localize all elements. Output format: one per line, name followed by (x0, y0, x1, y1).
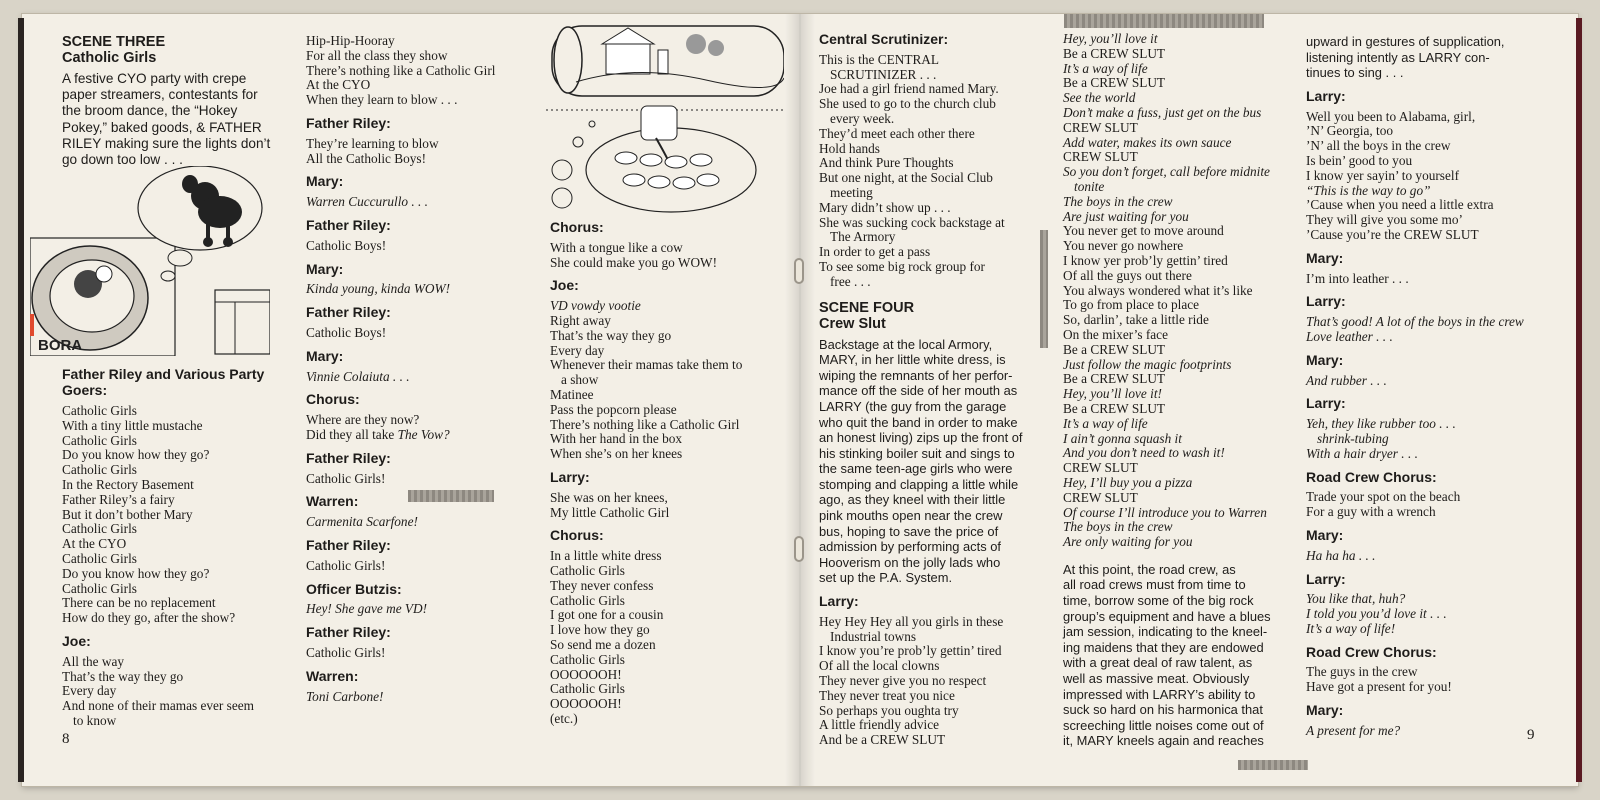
lyric-line: And none of their mamas ever seem (62, 698, 254, 714)
lyrics-block (306, 239, 521, 254)
lyric-line: I know yer sayin’ to yourself (1306, 167, 1459, 183)
lyric-line: Is bein’ good to you (1306, 152, 1413, 168)
lyric-line: Trade your spot on the beach (1306, 489, 1461, 505)
description-line: ing maidens that they are endowed (1063, 639, 1264, 655)
staple-bottom (794, 536, 804, 562)
description-line: time, borrow some of the big rock (1063, 593, 1254, 609)
lyric-line: So perhaps you oughta try (819, 702, 959, 718)
lyrics-block (306, 413, 521, 443)
lyric-line: She was on her knees, (550, 489, 668, 505)
lyric-line: Yeh, they like rubber too . . . (1306, 416, 1456, 432)
lyrics-block (306, 559, 521, 574)
description-line: listening intently as LARRY con- (1306, 49, 1490, 65)
speaker-label: Mary: (1306, 351, 1344, 368)
lyric-line: Hey, you’ll love it (1063, 31, 1158, 46)
description-line: go down too low . . . (62, 152, 183, 168)
description-line: bus, hoping to save the price of (819, 523, 999, 539)
lyrics-block (306, 137, 521, 167)
speaker-label: Road Crew Chorus: (1306, 468, 1437, 485)
lyric-line: Of all the local clowns (819, 658, 940, 674)
speaker-label: Chorus: (550, 527, 604, 544)
lyric-line: I ain’t gonna squash it (1063, 430, 1182, 446)
lyric-line: Hey! She gave me VD! (306, 601, 428, 617)
lyric-line: Warren Cuccurullo . . . (306, 194, 429, 210)
lyric-line: I told you you’d love it . . . (1306, 606, 1447, 622)
lyrics-block (550, 241, 775, 271)
lyrics-block (306, 602, 521, 617)
speaker-label: Chorus: (306, 391, 360, 408)
lyric-line: Where are they now? (306, 412, 420, 428)
column-4 (819, 32, 1045, 748)
lyric-line: Kinda young, kinda WOW! (306, 281, 451, 297)
description-line: MARY, in her little white dress, is (819, 352, 1006, 368)
speaker-label: Mary: (1306, 526, 1344, 543)
lyric-line: That’s the way they go (550, 327, 672, 343)
column-6 (1306, 34, 1538, 739)
description-line: group’s equipment and have a blues (1063, 608, 1271, 624)
description-line: set up the P.A. System. (819, 570, 953, 586)
lyric-line: Pass the popcorn please (550, 401, 677, 417)
lyric-line: I know you’re prob’ly gettin’ tired (819, 643, 1002, 659)
speaker-label: Larry: (819, 593, 859, 610)
lyric-line: The boys in the crew (1063, 519, 1173, 535)
lyrics-block (550, 299, 775, 314)
lyric-line: They will give you some mo’ (1306, 212, 1463, 228)
poodle-illustration (30, 166, 270, 356)
speaker-label: Father Riley: (306, 304, 391, 321)
scene-three-description (62, 71, 287, 168)
lyric-line: I got one for a cousin (550, 607, 664, 623)
lyric-line: On the mixer’s face (1063, 326, 1168, 342)
lyric-line: They’d meet each other there (819, 125, 975, 141)
lyric-line: free . . . (830, 273, 871, 289)
scene-three-subtitle: Catholic Girls (62, 50, 157, 66)
description-line: screeching little noises come out of (1063, 717, 1264, 733)
lyrics-block (1306, 592, 1538, 636)
description-line: Backstage at the local Armory, (819, 336, 993, 352)
lyric-line: OOOOOOH! (550, 666, 622, 682)
jam-session-description (1063, 562, 1291, 749)
lyric-line: Toni Carbone! (306, 688, 384, 704)
lyrics-block (819, 615, 1045, 748)
lyrics-block (306, 326, 521, 341)
left-cover-edge (18, 18, 24, 782)
speaker-label: Mary: (306, 260, 344, 277)
lyric-line: Catholic Girls (62, 462, 137, 478)
lyric-line: The guys in the crew (1306, 664, 1418, 680)
lyric-line: Joe had a girl friend named Mary. (819, 81, 999, 97)
description-line: A festive CYO party with crepe (62, 71, 247, 86)
lyric-line: There’s nothing like a Catholic Girl (550, 416, 740, 432)
speaker-label: Chorus: (550, 219, 604, 235)
lyric-line: Do you know how they go? (62, 565, 210, 581)
lyric-line: tonite (1074, 178, 1105, 194)
lyrics-block (1306, 110, 1538, 243)
speaker-label: Father Riley: (306, 624, 391, 641)
lyric-line: It’s a way of life! (1306, 620, 1396, 636)
lyric-line: Catholic Girls! (306, 644, 386, 660)
lyrics-block (550, 549, 775, 727)
lyric-line: I’m into leather . . . (1306, 270, 1409, 286)
lyric-line: That’s good! A lot of the boys in the crew (1306, 314, 1524, 330)
lyric-line: Do you know how they go? (62, 447, 210, 463)
lyric-line: You always wondered what it’s like (1063, 282, 1253, 298)
lyric-line: With a tiny little mustache (62, 417, 203, 433)
lyric-line: Catholic Girls (62, 580, 137, 596)
lyrics-block (1306, 315, 1538, 345)
lyric-line: (etc.) (550, 710, 578, 726)
lyric-line: Just follow the magic footprints (1063, 356, 1232, 372)
lyrics-block (306, 370, 521, 385)
lyric-line: SCRUTINIZER . . . (830, 66, 937, 82)
lyric-line: All the Catholic Boys! (306, 150, 427, 166)
lyric-line: And rubber . . . (1306, 372, 1387, 388)
description-line: upward in gestures of supplication, (1306, 34, 1505, 49)
lyric-line: With a tongue like a cow (550, 239, 683, 255)
lyric-line: So, darlin’, take a little ride (1063, 312, 1209, 328)
description-line: with a great deal of raw talent, as (1063, 655, 1253, 671)
lyric-line: With a hair dryer . . . (1306, 445, 1418, 461)
poodle-drawing-icon (30, 166, 270, 356)
lyric-line: So send me a dozen (550, 636, 656, 652)
description-line: ago, as they kneel with their little (819, 492, 1006, 508)
continued-description (1306, 34, 1538, 81)
speaker-label: Mary: (1306, 249, 1344, 266)
speaker-label: Road Crew Chorus: (1306, 643, 1437, 660)
lyric-line: a show (561, 372, 599, 388)
lyric-line: Mary didn’t show up . . . (819, 199, 951, 215)
speaker-label: Joe: (550, 277, 579, 294)
scene-four-subtitle: Crew Slut (819, 315, 886, 332)
lyric-line: VD vowdy vootie (550, 298, 641, 314)
lyric-line: Be a CREW SLUT (1063, 75, 1166, 91)
lyric-line: When she’s on her knees (550, 446, 683, 462)
lyric-line: They never confess (550, 577, 654, 593)
lyric-line: Did they all take The Vow? (306, 426, 450, 442)
lyric-line: Ha ha ha . . . (1306, 547, 1376, 563)
lyric-line: You never go nowhere (1063, 238, 1184, 254)
lyric-line: Add water, makes its own sauce (1063, 134, 1232, 150)
lyric-line: This is the CENTRAL (819, 51, 940, 67)
lyric-line: Catholic Girls (62, 432, 137, 448)
lyrics-block (1306, 549, 1538, 564)
lyric-line: Catholic Girls (550, 592, 625, 608)
lyric-line: meeting (830, 184, 873, 200)
lyric-line: She could make you go WOW! (550, 254, 718, 270)
lyric-line: Hip-Hip-Hooray (306, 33, 395, 48)
lyric-line: ’N’ Georgia, too (1306, 123, 1394, 139)
speaker-label: Father Riley: (306, 216, 391, 233)
lyric-line: ’N’ all the boys in the crew (1306, 138, 1451, 154)
lyric-line: Are just waiting for you (1063, 208, 1189, 224)
lyric-line: Be a CREW SLUT (1063, 371, 1166, 387)
speaker-label: Larry: (1306, 570, 1346, 587)
lyrics-block (306, 690, 521, 705)
lyric-line: You never get to move around (1063, 223, 1224, 239)
lyric-line: They’re learning to blow (306, 135, 439, 151)
lyric-line: There’s nothing like a Catholic Girl (306, 62, 496, 78)
description-line: it, MARY kneels again and reaches (1063, 733, 1264, 749)
lyric-line: For a guy with a wrench (1306, 504, 1436, 520)
lyric-line: Hey, I’ll buy you a pizza (1063, 474, 1193, 490)
lyric-line: Have got a present for you! (1306, 679, 1452, 695)
lyric-line: “This is the way to go” (1306, 182, 1431, 198)
lyric-line: There can be no replacement (62, 595, 216, 611)
speaker-label: Father Riley: (306, 114, 391, 131)
description-line: admission by performing acts of (819, 539, 1001, 555)
speaker-label: Larry: (1306, 395, 1346, 412)
lyric-line: Be a CREW SLUT (1063, 341, 1166, 357)
lyric-line: She used to go to the church club (819, 96, 996, 112)
lyric-line: Father Riley’s a fairy (62, 491, 175, 507)
lyric-line: All the way (62, 653, 125, 669)
lyric-line: Catholic Girls (550, 651, 625, 667)
scene-three-title: SCENE THREE (62, 34, 166, 50)
speaker-label: Father Riley: (306, 536, 391, 553)
column-1 (62, 34, 287, 168)
lyric-line: ’Cause when you need a little extra (1306, 197, 1494, 213)
lyric-line: Hey Hey Hey all you girls in these (819, 613, 1004, 629)
lyric-line: Carmenita Scarfone! (306, 514, 418, 530)
speaker-label: Officer Butzis: (306, 580, 402, 597)
speaker-label: Larry: (1306, 293, 1346, 310)
lyric-line: Love leather . . . (1306, 328, 1393, 344)
description-line: pink mouths open near the crew (819, 508, 1003, 524)
lyric-line: But one night, at the Social Club (819, 170, 993, 186)
description-line: the broom dance, the “Hokey (62, 103, 238, 119)
lyric-line: And be a CREW SLUT (819, 732, 946, 748)
lyric-line: In order to get a pass (819, 244, 931, 260)
lyric-line: See the world (1063, 90, 1136, 106)
description-line: suck so hard on his harmonica that (1063, 702, 1263, 718)
lyrics-block (550, 314, 775, 462)
lyrics-block (306, 195, 521, 210)
column-2 (306, 34, 521, 704)
lyric-line: ’Cause you’re the CREW SLUT (1306, 226, 1479, 242)
lyric-line: CREW SLUT (1063, 119, 1138, 135)
speaker-label: Father Riley: (306, 449, 391, 466)
lyric-line: Don’t make a fuss, just get on the bus (1063, 104, 1262, 120)
lyric-line: Be a CREW SLUT (1063, 45, 1166, 61)
lyric-line: Catholic Girls! (306, 557, 386, 573)
lyric-line: For all the class they show (306, 47, 448, 63)
lyric-line: A little friendly advice (819, 717, 940, 733)
speaker-label: Warren: (306, 667, 359, 684)
description-line: an honest living) zips up the front of (819, 430, 1023, 446)
lyrics-block (62, 404, 287, 626)
column-3 (550, 220, 775, 727)
description-line: LARRY (the guy from the garage (819, 398, 1007, 414)
lyric-line: Catholic Girls (62, 403, 137, 418)
farm-drawing-icon (546, 20, 784, 216)
lyric-line: to know (73, 712, 117, 728)
lyric-line: Catholic Girls (62, 521, 137, 537)
description-line: RILEY making sure the lights don’t (62, 135, 271, 151)
lyric-line: Are only waiting for you (1063, 534, 1193, 550)
lyrics-block (306, 34, 521, 108)
speaker-label: Mary: (306, 347, 344, 364)
description-line: Hooverism on the jolly lads who (819, 554, 1001, 570)
speaker-label: Larry: (1306, 87, 1346, 104)
lyrics-block (306, 646, 521, 661)
lyric-line: Of course I’ll introduce you to Warren (1063, 504, 1267, 520)
description-line: paper streamers, contestants for (62, 87, 258, 103)
description-line: wiping the remnants of her perfor- (819, 367, 1013, 383)
lyric-line: They never give you no respect (819, 673, 987, 689)
lyrics-block (1306, 665, 1538, 695)
speaker-label: Father Riley and Various Party Goers: (62, 366, 265, 398)
lyric-line: In the Rectory Basement (62, 476, 194, 492)
lyric-line: I love how they go (550, 622, 650, 638)
speaker-label: Mary: (306, 173, 344, 190)
lyric-line: And think Pure Thoughts (819, 155, 954, 171)
lyrics-block (1306, 374, 1538, 389)
lyric-line: My little Catholic Girl (550, 504, 670, 520)
lyric-line: Catholic Girls (550, 681, 625, 697)
scratched-mark (1040, 230, 1048, 348)
scene-four-description (819, 337, 1045, 587)
lyrics-block (819, 53, 1045, 290)
lyric-line: Every day (550, 342, 605, 358)
bora-label: BORA (38, 337, 83, 354)
lyric-line: The Armory (830, 229, 896, 245)
lyric-line: That’s the way they go (62, 668, 184, 684)
center-gutter (785, 14, 815, 786)
description-line: stomping and clapping a little while (819, 476, 1019, 492)
lyric-line: Catholic Girls! (306, 470, 386, 486)
scene-four-title: SCENE FOUR (819, 299, 915, 316)
lyric-line: I know yer prob’ly gettin’ tired (1063, 252, 1228, 268)
lyric-line: Catholic Boys! (306, 324, 387, 340)
lyrics-block (1063, 32, 1291, 550)
lyric-line: But it don’t bother Mary (62, 506, 193, 522)
lyric-line: At the CYO (306, 77, 371, 93)
lyric-line: And you don’t need to wash it! (1063, 445, 1225, 461)
dialogue-blocks (1306, 89, 1538, 739)
lyric-line: CREW SLUT (1063, 149, 1138, 165)
description-line: At this point, the road crew, as (1063, 561, 1236, 577)
speaker-label: Central Scrutinizer: (819, 31, 949, 47)
lyric-line: Matinee (550, 386, 594, 402)
lyric-line: At the CYO (62, 536, 127, 552)
lyric-line: She was sucking cock backstage at (819, 214, 1005, 230)
lyric-line: To go from place to place (1063, 297, 1200, 313)
lyric-line: With her hand in the box (550, 431, 683, 447)
lyric-line: Whenever their mamas take them to (550, 357, 743, 373)
description-line: impressed with LARRY’s ability to (1063, 686, 1256, 702)
scratched-mark (1064, 14, 1264, 28)
scratched-mark (1238, 760, 1308, 770)
lyric-line: Vinnie Colaiuta . . . (306, 368, 410, 384)
lyric-line: CREW SLUT (1063, 460, 1138, 476)
lyrics-block (306, 472, 521, 487)
scratched-mark (408, 490, 494, 502)
lyric-line: Hold hands (819, 140, 880, 156)
lyrics-block (1306, 490, 1538, 520)
lyric-line: Hey, you’ll love it! (1063, 386, 1162, 402)
lyric-line: shrink-tubing (1317, 430, 1389, 446)
description-line: well as massive meat. Obviously (1063, 671, 1250, 687)
staple-top (794, 258, 804, 284)
description-line: tinues to sing . . . (1306, 65, 1404, 81)
lyric-line: So you don’t forget, call before midnite (1063, 164, 1270, 180)
lyrics-block (1306, 724, 1538, 739)
lyric-line: A present for me? (1306, 722, 1401, 738)
lyric-line: The boys in the crew (1063, 193, 1173, 209)
description-line: his stinking boiler suit and sings to (819, 445, 1015, 461)
lyric-line: Well you been to Alabama, girl, (1306, 108, 1476, 124)
column-5 (1063, 32, 1291, 749)
speaker-label: Joe: (62, 632, 91, 649)
lyric-line: Industrial towns (830, 628, 917, 644)
lyrics-block (1306, 272, 1538, 287)
lyric-line: Of all the guys out there (1063, 267, 1192, 283)
lyrics-block (306, 515, 521, 530)
speaker-label: Warren: (306, 493, 359, 510)
lyric-line: It’s a way of life (1063, 60, 1148, 76)
lyric-line: It’s a way of life (1063, 415, 1148, 431)
lyric-line: How do they go, after the show? (62, 610, 236, 626)
description-line: who quit the band in order to make (819, 414, 1018, 430)
lyric-line: Catholic Girls (62, 550, 137, 566)
lyric-line: CREW SLUT (1063, 489, 1138, 505)
lyric-line: To see some big rock group for (819, 258, 985, 274)
speaker-label: Larry: (550, 468, 590, 485)
lyric-line: Catholic Girls (550, 562, 625, 578)
column-1-dialogue (62, 366, 287, 729)
description-line: the same teen-age girls who were (819, 461, 1013, 477)
lyric-line: They never treat you nice (819, 687, 955, 703)
lyric-line: every week. (830, 110, 895, 126)
lyric-line: In a little white dress (550, 548, 662, 564)
lyrics-block (62, 655, 287, 729)
farm-illustration (546, 20, 784, 216)
lyric-line: Right away (550, 312, 611, 328)
lyric-line: Every day (62, 683, 117, 699)
lyric-line: Be a CREW SLUT (1063, 400, 1166, 416)
lyrics-block (1306, 417, 1538, 461)
description-line: mance off the side of her mouth as (819, 383, 1018, 399)
speaker-label: Mary: (1306, 702, 1344, 719)
lyric-line: OOOOOOH! (550, 696, 622, 712)
right-cover-edge (1576, 18, 1582, 782)
lyrics-block (306, 282, 521, 297)
description-line: all road crews must from time to (1063, 577, 1246, 593)
lyric-line: When they learn to blow . . . (306, 92, 458, 108)
description-line: Pokey,” baked goods, & FATHER (62, 119, 262, 135)
lyric-line: You like that, huh? (1306, 591, 1406, 607)
lyric-line: Catholic Boys! (306, 237, 387, 253)
page-number-right: 9 (1527, 727, 1535, 743)
description-line: jam session, indicating to the kneel- (1063, 624, 1268, 640)
page-number-left: 8 (62, 731, 70, 747)
lyrics-block (550, 491, 775, 521)
